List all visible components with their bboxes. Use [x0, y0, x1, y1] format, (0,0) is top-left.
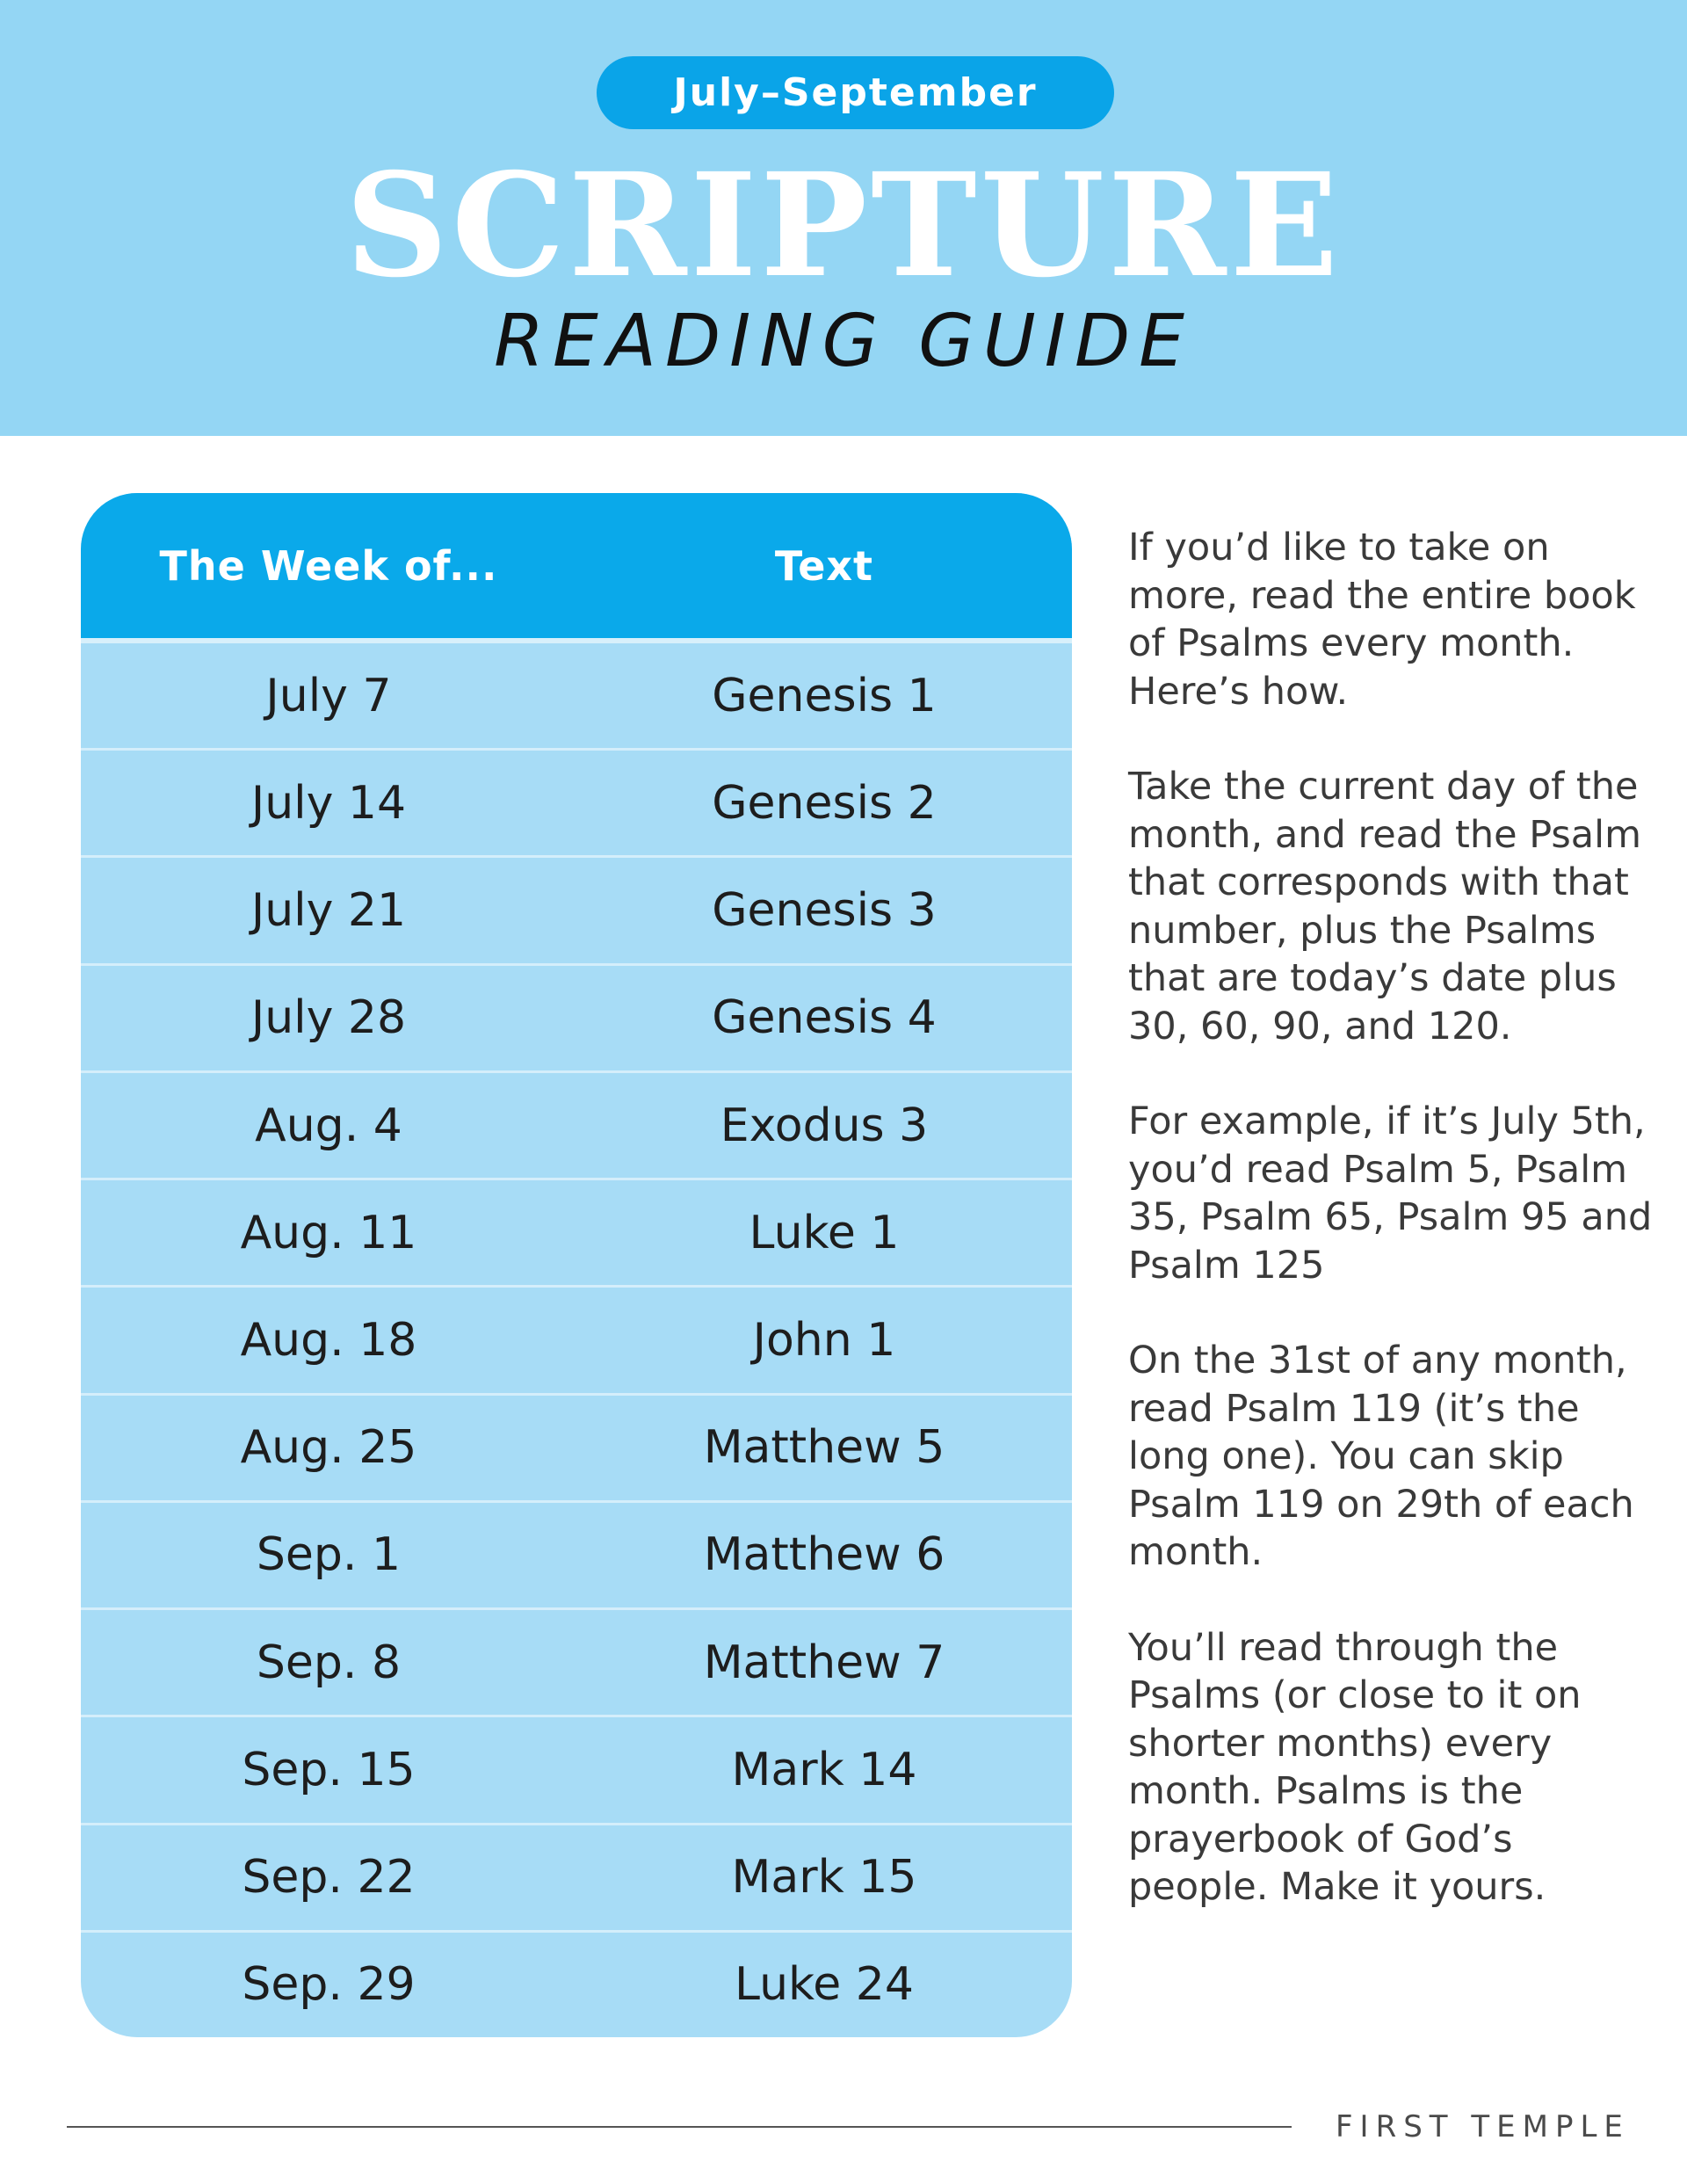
note-paragraph-closing: You’ll read through the Psalms (or close to it on shorter months) every month. Psalms is the prayerbook of God’s people. Make it yours.: [1128, 1625, 1582, 1909]
text-cell: Genesis 2: [712, 776, 937, 830]
text-cell: Luke 1: [749, 1206, 900, 1259]
text-cell: Mark 14: [731, 1743, 917, 1796]
page-subtitle: READING GUIDE: [494, 300, 1193, 383]
text-cell: Luke 24: [735, 1958, 914, 2012]
week-cell: July 28: [250, 991, 407, 1045]
week-cell: Sep. 1: [256, 1528, 402, 1582]
text-cell: Genesis 4: [712, 991, 937, 1045]
header-banner: [0, 0, 1687, 436]
table-header: [81, 493, 1072, 643]
page-title: SCRIPTURE: [344, 142, 1343, 309]
week-cell: July 7: [265, 669, 392, 722]
table-row: [81, 858, 1072, 965]
text-cell: Genesis 1: [712, 669, 937, 722]
week-cell: Sep. 29: [242, 1958, 416, 2012]
week-cell: Aug. 4: [255, 1099, 402, 1152]
column-header-text: Text: [774, 541, 874, 590]
table-row: [81, 1825, 1072, 1933]
table-row: [81, 1180, 1072, 1288]
week-cell: Aug. 25: [240, 1421, 417, 1475]
footer-divider: [67, 2126, 1292, 2128]
note-paragraph-31st: On the 31st of any month, read Psalm 119 (it’s the long one). You can skip Psalm 119 on 29th of each month.: [1128, 1339, 1634, 1574]
text-cell: Matthew 7: [703, 1636, 945, 1689]
week-cell: July 21: [250, 884, 407, 938]
text-cell: Mark 15: [731, 1851, 917, 1905]
psalms-instructions: [1128, 524, 1664, 1959]
reading-schedule-table: [81, 493, 1072, 2037]
text-cell: John 1: [752, 1314, 896, 1368]
week-cell: Sep. 15: [242, 1743, 416, 1796]
week-cell: July 14: [250, 776, 407, 830]
table-row: [81, 1073, 1072, 1180]
week-cell: Sep. 8: [256, 1636, 402, 1689]
note-paragraph-method: Take the current day of the month, and read the Psalm that corresponds with that number, plus the Psalms that are today’s date plus 30, 60, 90, and 120.: [1128, 765, 1641, 1048]
text-cell: Matthew 5: [703, 1421, 945, 1475]
footer-brand: FIRST TEMPLE: [1336, 2109, 1630, 2144]
column-header-week: The Week of...: [159, 541, 498, 590]
table-row: [81, 1610, 1072, 1717]
table-row: [81, 751, 1072, 858]
table-row: [81, 1396, 1072, 1503]
week-cell: Sep. 22: [242, 1851, 416, 1905]
table-row: [81, 643, 1072, 751]
table-row: [81, 1288, 1072, 1395]
text-cell: Matthew 6: [703, 1528, 945, 1582]
table-row: [81, 1717, 1072, 1825]
table-row: [81, 966, 1072, 1073]
note-paragraph-intro: If you’d like to take on more, read the entire book of Psalms every month. Here’s how.: [1128, 526, 1636, 714]
table-row: [81, 1933, 1072, 2037]
note-paragraph-example: For example, if it’s July 5th, you’d read Psalm 5, Psalm 35, Psalm 65, Psalm 95 and Psalm 125: [1128, 1099, 1653, 1288]
table-row: [81, 1503, 1072, 1610]
week-cell: Aug. 18: [240, 1314, 417, 1368]
week-cell: Aug. 11: [240, 1206, 417, 1259]
table-body: [81, 643, 1072, 2037]
text-cell: Exodus 3: [720, 1099, 929, 1152]
period-badge: July–September: [597, 56, 1114, 129]
text-cell: Genesis 3: [712, 884, 937, 938]
